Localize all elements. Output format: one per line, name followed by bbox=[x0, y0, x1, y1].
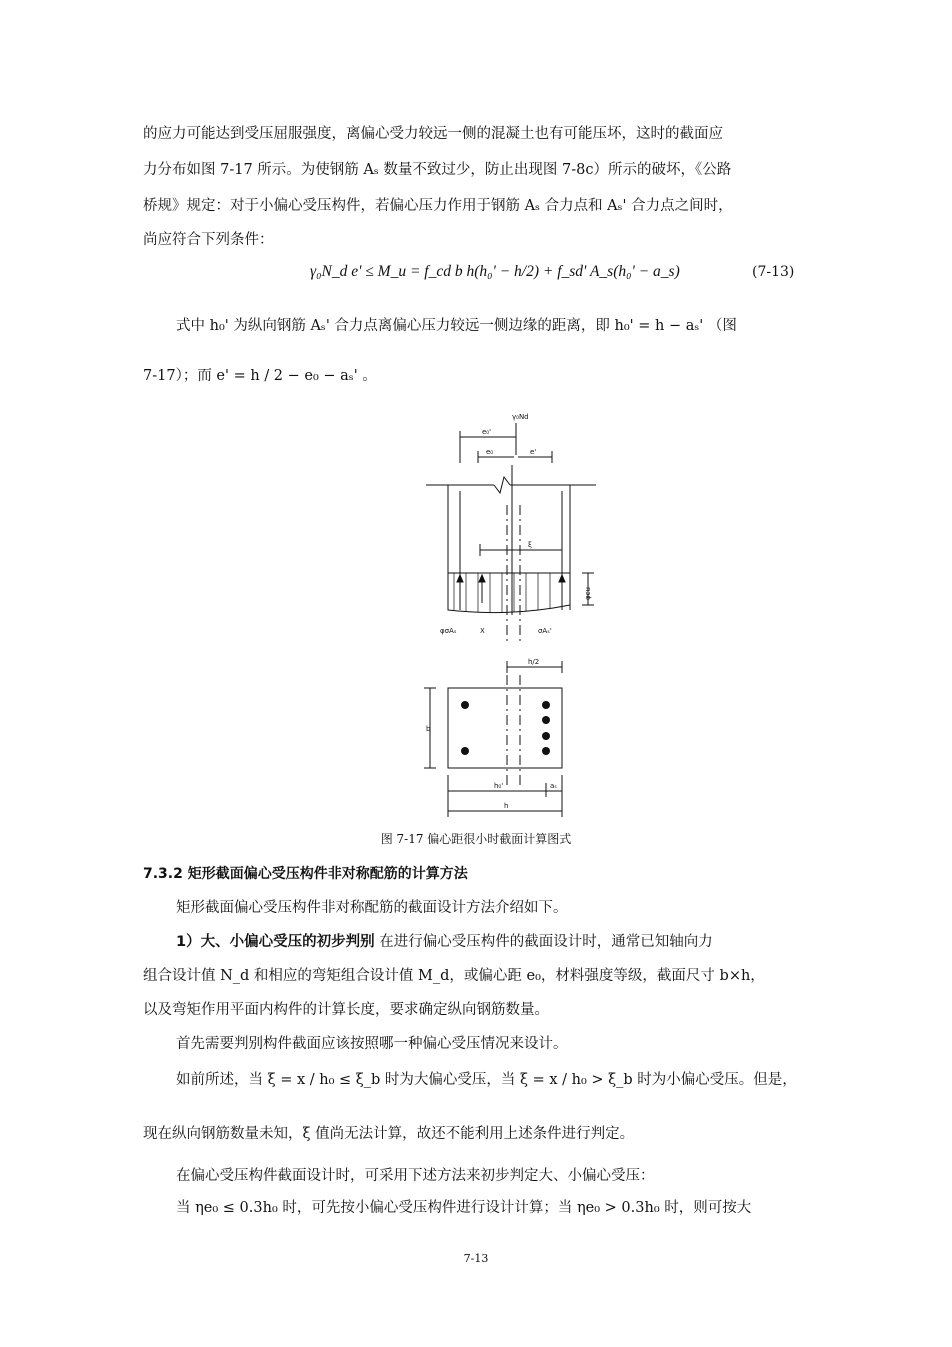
figure-7-17 bbox=[420, 405, 620, 825]
equation-number: (7-13) bbox=[752, 264, 795, 280]
label-dim-left: e₀ bbox=[486, 448, 494, 456]
paragraph-line: 尚应符合下列条件： bbox=[143, 232, 274, 248]
paragraph-line bbox=[176, 932, 823, 952]
paragraph-line: 首先需要判别构件截面应该按照哪一种偏心受压情况来设计。 bbox=[176, 1036, 568, 1052]
label-xi: ξ bbox=[528, 541, 532, 549]
label-as: aₛ bbox=[550, 782, 557, 790]
rebar-dot bbox=[542, 747, 550, 755]
paragraph-line: 如前所述，当 ξ = x / h₀ ≤ ξ_b 时为大偏心受压，当 ξ = x / h₀ > ξ_b 时为小偏心受压。但是， bbox=[176, 1072, 797, 1088]
rebar-dot bbox=[461, 747, 469, 755]
label-right-force: σAₛ' bbox=[538, 627, 552, 635]
paragraph-line: 组合设计值 N_d 和相应的弯矩组合设计值 M_d，或偏心距 e₀，材料强度等级，截面尺寸 b×h， bbox=[143, 968, 765, 984]
label-dim-right: e' bbox=[530, 448, 537, 456]
paragraph-text: 在进行偏心受压构件的截面设计时，通常已知轴向力 bbox=[374, 934, 713, 950]
paragraph-line: 7-17）；而 e' = h / 2 − e₀ − aₛ' 。 bbox=[143, 368, 377, 384]
rebar-dot bbox=[461, 701, 469, 709]
lead-phrase: 1）大、小偏心受压的初步判别 bbox=[176, 934, 375, 950]
label-x: X bbox=[480, 627, 485, 635]
paragraph-line: 以及弯矩作用平面内构件的计算长度，要求确定纵向钢筋数量。 bbox=[143, 1002, 549, 1018]
equation-7-13: γ₀N_d e' ≤ M_u = f_cd b h(h₀' − h/2) + f_sd' A_s(h₀' − a_s) bbox=[310, 263, 680, 280]
page-number: 7-13 bbox=[463, 1252, 489, 1265]
paragraph-line: 力分布如图 7-17 所示。为使钢筋 Aₛ 数量不致过少，防止出现图 7-8c）所示的破坏，《公路 bbox=[143, 162, 732, 178]
label-top-force: γ₀Nd bbox=[512, 413, 529, 421]
label-h0: h₀' bbox=[494, 782, 504, 790]
section-heading: 7.3.2 矩形截面偏心受压构件非对称配筋的计算方法 bbox=[143, 866, 468, 882]
paragraph-line: 桥规》规定：对于小偏心受压构件，若偏心压力作用于钢筋 Aₛ 合力点和 Aₛ' 合力点之间时， bbox=[143, 198, 733, 214]
paragraph-line: 在偏心受压构件截面设计时，可采用下述方法来初步判定大、小偏心受压： bbox=[176, 1168, 655, 1184]
paragraph-line: 现在纵向钢筋数量未知，ξ 值尚无法计算，故还不能利用上述条件进行判定。 bbox=[143, 1126, 635, 1142]
rebar-dot bbox=[542, 716, 550, 724]
label-dim-top: e₀' bbox=[482, 428, 492, 436]
paragraph-line: 式中 h₀' 为纵向钢筋 Aₛ' 合力点离偏心压力较远一侧边缘的距离，即 h₀' = h − aₛ' （图 bbox=[176, 318, 737, 334]
figure-caption: 图 7-17 偏心距很小时截面计算图式 bbox=[380, 832, 572, 846]
rebar-dot bbox=[542, 701, 550, 709]
paragraph-line: 的应力可能达到受压屈服强度，离偏心受力较远一侧的混凝土也有可能压坏，这时的截面应 bbox=[143, 126, 723, 142]
label-b: b bbox=[426, 725, 431, 733]
paragraph-line: 矩形截面偏心受压构件非对称配筋的截面设计方法介绍如下。 bbox=[176, 900, 568, 916]
label-stress-side: φcu bbox=[584, 587, 592, 600]
label-h: h bbox=[504, 802, 509, 810]
paragraph-line: 当 ηe₀ ≤ 0.3h₀ 时，可先按小偏心受压构件进行设计计算；当 ηe₀ > 0.3h₀ 时，则可按大 bbox=[176, 1200, 752, 1216]
label-half: h/2 bbox=[528, 658, 540, 666]
rebar-dot bbox=[542, 732, 550, 740]
label-left-force: φσAₛ bbox=[440, 627, 457, 635]
